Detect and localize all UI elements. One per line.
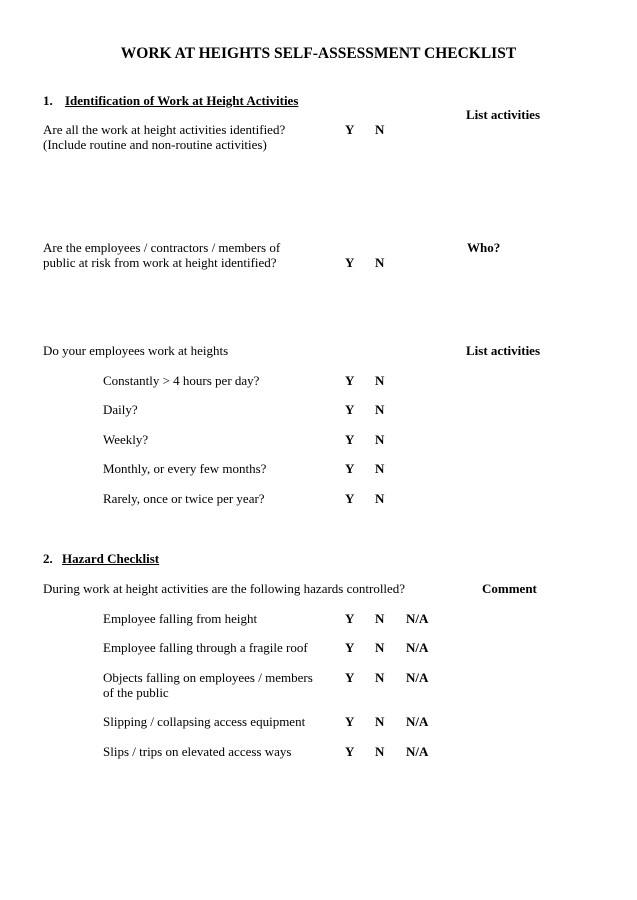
hazard-item-label: Slipping / collapsing access equipment xyxy=(103,714,306,729)
hazard-no-option[interactable]: N xyxy=(375,640,385,655)
frequency-no-option[interactable]: N xyxy=(375,491,385,506)
hazard-no-option[interactable]: N xyxy=(375,611,385,626)
frequency-item-label: Monthly, or every few months? xyxy=(103,461,267,476)
hazard-item-label: Employee falling from height xyxy=(103,611,258,626)
hazard-na-option[interactable]: N/A xyxy=(406,640,429,655)
q1-yes-option[interactable]: Y xyxy=(345,122,355,137)
hazard-yes-option[interactable]: Y xyxy=(345,611,355,626)
hazard-no-option[interactable]: N xyxy=(375,670,385,685)
q2-yes-option[interactable]: Y xyxy=(345,255,355,270)
hazard-item-label: Employee falling through a fragile roof xyxy=(103,640,308,655)
hazard-na-option[interactable]: N/A xyxy=(406,670,429,685)
hazard-yes-option[interactable]: Y xyxy=(345,670,355,685)
section-2-heading xyxy=(43,551,159,567)
frequency-yes-option[interactable]: Y xyxy=(345,432,355,447)
section-2-intro: During work at height activities are the following hazards controlled? xyxy=(43,581,406,596)
q1-side-label: List activities xyxy=(466,107,541,122)
frequency-item-label: Daily? xyxy=(103,402,138,417)
frequency-yes-option[interactable]: Y xyxy=(345,373,355,388)
section-2-title: Hazard Checklist xyxy=(62,551,160,566)
section-1-heading xyxy=(43,93,298,109)
q2-side-label: Who? xyxy=(467,240,501,255)
hazard-item-label: Slips / trips on elevated access ways xyxy=(103,744,292,759)
hazard-na-option[interactable]: N/A xyxy=(406,611,429,626)
hazard-yes-option[interactable]: Y xyxy=(345,640,355,655)
hazard-yes-option[interactable]: Y xyxy=(345,744,355,759)
frequency-item-label: Rarely, once or twice per year? xyxy=(103,491,265,506)
section-2-number: 2. xyxy=(43,551,53,566)
frequency-yes-option[interactable]: Y xyxy=(345,491,355,506)
section-1-title: Identification of Work at Height Activities xyxy=(65,93,299,108)
frequency-no-option[interactable]: N xyxy=(375,373,385,388)
q3-text: Do your employees work at heights xyxy=(43,343,229,358)
frequency-no-option[interactable]: N xyxy=(375,432,385,447)
q1-text-line1: Are all the work at height activities identified? xyxy=(43,122,286,137)
q2-text-line1: Are the employees / contractors / members of xyxy=(43,240,281,255)
hazard-na-option[interactable]: N/A xyxy=(406,744,429,759)
frequency-item-label: Weekly? xyxy=(103,432,149,447)
hazard-item-label-line2: of the public xyxy=(103,685,169,700)
hazard-yes-option[interactable]: Y xyxy=(345,714,355,729)
q3-side-label: List activities xyxy=(466,343,541,358)
comment-label: Comment xyxy=(482,581,537,596)
frequency-yes-option[interactable]: Y xyxy=(345,461,355,476)
frequency-no-option[interactable]: N xyxy=(375,402,385,417)
hazard-no-option[interactable]: N xyxy=(375,714,385,729)
frequency-item-label: Constantly > 4 hours per day? xyxy=(103,373,260,388)
hazard-no-option[interactable]: N xyxy=(375,744,385,759)
hazard-item-label: Objects falling on employees / members xyxy=(103,670,313,685)
section-1-number: 1. xyxy=(43,93,53,108)
frequency-no-option[interactable]: N xyxy=(375,461,385,476)
q2-text-line2: public at risk from work at height identified? xyxy=(43,255,277,270)
q2-no-option[interactable]: N xyxy=(375,255,385,270)
q1-text-line2: (Include routine and non-routine activities) xyxy=(43,137,267,152)
q1-no-option[interactable]: N xyxy=(375,122,385,137)
hazard-na-option[interactable]: N/A xyxy=(406,714,429,729)
document-title: WORK AT HEIGHTS SELF-ASSESSMENT CHECKLIST xyxy=(120,45,517,62)
frequency-yes-option[interactable]: Y xyxy=(345,402,355,417)
